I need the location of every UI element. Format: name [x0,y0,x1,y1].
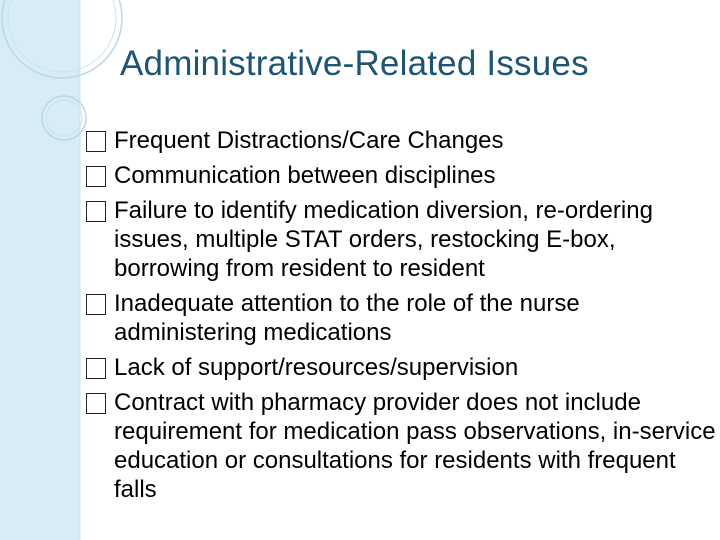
missing-glyph-box-icon [86,294,106,315]
bullet-text: Frequent Distractions/Care Changes [114,127,504,154]
missing-glyph-box-icon [86,166,106,187]
slide-title: Administrative-Related Issues [120,44,589,83]
missing-glyph-box-icon [86,358,106,379]
bullet-list [86,126,716,510]
bullet-item [86,353,716,382]
bullet-text: Inadequate attention to the role of the nurse administering medications [114,290,580,346]
missing-glyph-box-icon [86,201,106,222]
missing-glyph-box-icon [86,131,106,152]
bullet-item [86,289,716,347]
bullet-item [86,126,716,155]
bullet-text: Contract with pharmacy provider does not include requirement for medication pass observations, in-service education or consultations for residents with frequent falls [114,389,716,503]
bullet-item [86,388,716,504]
bullet-text: Communication between disciplines [114,162,496,189]
left-decorative-band [0,0,80,540]
bullet-text: Failure to identify medication diversion, re-ordering issues, multiple STAT orders, restocking E-box, borrowing from resident to resident [114,197,653,282]
bullet-item [86,196,716,283]
bullet-text: Lack of support/resources/supervision [114,354,519,381]
missing-glyph-box-icon [86,393,106,414]
bullet-item [86,161,716,190]
